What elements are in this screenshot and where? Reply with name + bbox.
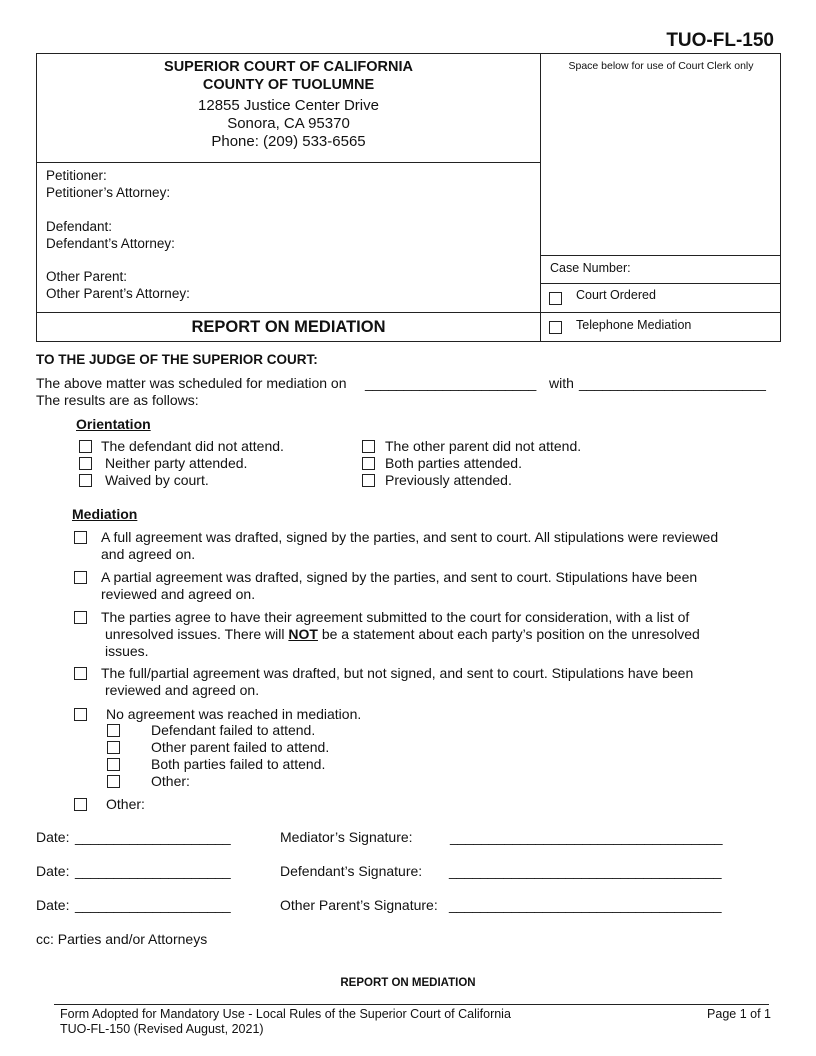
orientation-label-other-parent-absent: The other parent did not attend. — [385, 438, 582, 454]
defendant-signature-field[interactable]: ___________________________________ — [449, 863, 722, 879]
mediation-heading: Mediation — [72, 506, 138, 522]
to-judge-heading: TO THE JUDGE OF THE SUPERIOR COURT: — [36, 352, 318, 367]
submitted-agreement-line2-pre: unresolved issues. There will — [105, 626, 285, 642]
full-agreement-line1: A full agreement was drafted, signed by the parties, and sent to court. All stipulations were reviewed — [101, 529, 719, 545]
telephone-mediation-label: Telephone Mediation — [576, 318, 692, 332]
petitioner-attorney-field[interactable]: Petitioner’s Attorney: — [46, 185, 171, 200]
court-name: SUPERIOR COURT OF CALIFORNIA — [164, 59, 413, 75]
mediator-signature-field[interactable]: ___________________________________ — [450, 829, 723, 845]
unsigned-agreement-line2: reviewed and agreed on. — [105, 682, 260, 698]
other-parent-signature-label: Other Parent’s Signature: — [280, 897, 438, 913]
footer-title: REPORT ON MEDIATION — [340, 977, 476, 989]
mediation-checkbox-full-agreement[interactable] — [74, 531, 87, 544]
other-parent-attorney-field[interactable]: Other Parent’s Attorney: — [46, 286, 190, 301]
court-county: COUNTY OF TUOLUMNE — [202, 77, 375, 93]
date-label-3: Date: — [36, 897, 70, 913]
sub-label-other-parent-failed: Other parent failed to attend. — [151, 739, 330, 755]
other-parent-signature-field[interactable]: ___________________________________ — [449, 897, 722, 913]
telephone-mediation-checkbox[interactable] — [549, 321, 562, 334]
orientation-heading: Orientation — [76, 416, 151, 432]
court-ordered-checkbox[interactable] — [549, 292, 562, 305]
defendant-signature-label: Defendant’s Signature: — [280, 863, 423, 879]
case-number-field[interactable]: Case Number: — [550, 261, 631, 275]
court-ordered-label: Court Ordered — [576, 288, 656, 302]
sub-checkbox-other[interactable] — [107, 775, 120, 788]
date-field-2[interactable]: ____________________ — [75, 863, 231, 879]
orientation-checkbox-other-parent-absent[interactable] — [362, 440, 375, 453]
orientation-label-both-attended: Both parties attended. — [385, 455, 522, 471]
sub-label-other: Other: — [151, 773, 190, 789]
orientation-checkbox-neither-attended[interactable] — [79, 457, 92, 470]
sub-checkbox-both-failed[interactable] — [107, 758, 120, 771]
submitted-agreement-not: NOT — [288, 626, 318, 642]
date-label-2: Date: — [36, 863, 70, 879]
partial-agreement-line1: A partial agreement was drafted, signed by the parties, and sent to court. Stipulations have been — [101, 569, 698, 585]
cc-line: cc: Parties and/or Attorneys — [36, 931, 208, 947]
orientation-label-defendant-absent: The defendant did not attend. — [101, 438, 284, 454]
mediation-checkbox-partial-agreement[interactable] — [74, 571, 87, 584]
unsigned-agreement-line1: The full/partial agreement was drafted, but not signed, and sent to court. Stipulations have been — [101, 665, 694, 681]
full-agreement-line2: and agreed on. — [101, 546, 196, 562]
court-phone: Phone: (209) 533-6565 — [211, 133, 366, 150]
partial-agreement-line2: reviewed and agreed on. — [101, 586, 256, 602]
report-title: REPORT ON MEDIATION — [191, 318, 386, 336]
court-address2: Sonora, CA 95370 — [227, 115, 350, 132]
defendant-field[interactable]: Defendant: — [46, 219, 113, 234]
footer-page-number: Page 1 of 1 — [707, 1007, 771, 1021]
sub-checkbox-other-parent-failed[interactable] — [107, 741, 120, 754]
defendant-attorney-field[interactable]: Defendant’s Attorney: — [46, 236, 175, 251]
court-info-divider — [36, 162, 541, 163]
scheduled-with: with — [549, 375, 574, 391]
no-agreement-label: No agreement was reached in mediation. — [106, 706, 362, 722]
title-divider — [36, 312, 781, 313]
orientation-label-waived: Waived by court. — [105, 472, 209, 488]
other-parent-field[interactable]: Other Parent: — [46, 269, 128, 284]
submitted-agreement-line2-post: be a statement about each party’s position on the unresolved — [321, 626, 700, 642]
mediation-checkbox-submitted-agreement[interactable] — [74, 611, 87, 624]
mediation-checkbox-other[interactable] — [74, 798, 87, 811]
orientation-checkbox-both-attended[interactable] — [362, 457, 375, 470]
scheduled-prefix: The above matter was scheduled for mediation on — [36, 375, 347, 391]
date-field-3[interactable]: ____________________ — [75, 897, 231, 913]
results-label: The results are as follows: — [36, 392, 199, 408]
court-address1: 12855 Justice Center Drive — [198, 97, 379, 114]
submitted-agreement-line2 — [105, 626, 700, 642]
orientation-label-neither-attended: Neither party attended. — [105, 455, 248, 471]
form-id: TUO-FL-150 — [666, 30, 774, 51]
clerk-space-label: Space below for use of Court Clerk only — [568, 60, 754, 72]
sub-checkbox-defendant-failed[interactable] — [107, 724, 120, 737]
court-ordered-divider — [540, 283, 781, 284]
case-number-divider — [540, 255, 781, 256]
sub-label-both-failed: Both parties failed to attend. — [151, 756, 326, 772]
mediation-date-blank[interactable]: ______________________ — [365, 375, 537, 391]
sub-label-defendant-failed: Defendant failed to attend. — [151, 722, 316, 738]
date-field-1[interactable]: ____________________ — [75, 829, 231, 845]
mediation-checkbox-no-agreement[interactable] — [74, 708, 87, 721]
orientation-checkbox-previously-attended[interactable] — [362, 474, 375, 487]
mediation-other-label: Other: — [106, 796, 145, 812]
orientation-checkbox-defendant-absent[interactable] — [79, 440, 92, 453]
footer-revised: TUO-FL-150 (Revised August, 2021) — [60, 1022, 264, 1036]
orientation-label-previously-attended: Previously attended. — [385, 472, 512, 488]
mediator-name-blank[interactable]: ________________________ — [579, 375, 766, 391]
date-label-1: Date: — [36, 829, 70, 845]
footer-adopted: Form Adopted for Mandatory Use - Local Rules of the Superior Court of California — [60, 1007, 511, 1021]
petitioner-field[interactable]: Petitioner: — [46, 168, 107, 183]
mediator-signature-label: Mediator’s Signature: — [280, 829, 413, 845]
mediation-checkbox-unsigned-agreement[interactable] — [74, 667, 87, 680]
submitted-agreement-line1: The parties agree to have their agreement submitted to the court for consideration, with a list of — [101, 609, 690, 625]
footer-rule — [54, 1004, 769, 1005]
submitted-agreement-line3: issues. — [105, 643, 149, 659]
orientation-checkbox-waived[interactable] — [79, 474, 92, 487]
